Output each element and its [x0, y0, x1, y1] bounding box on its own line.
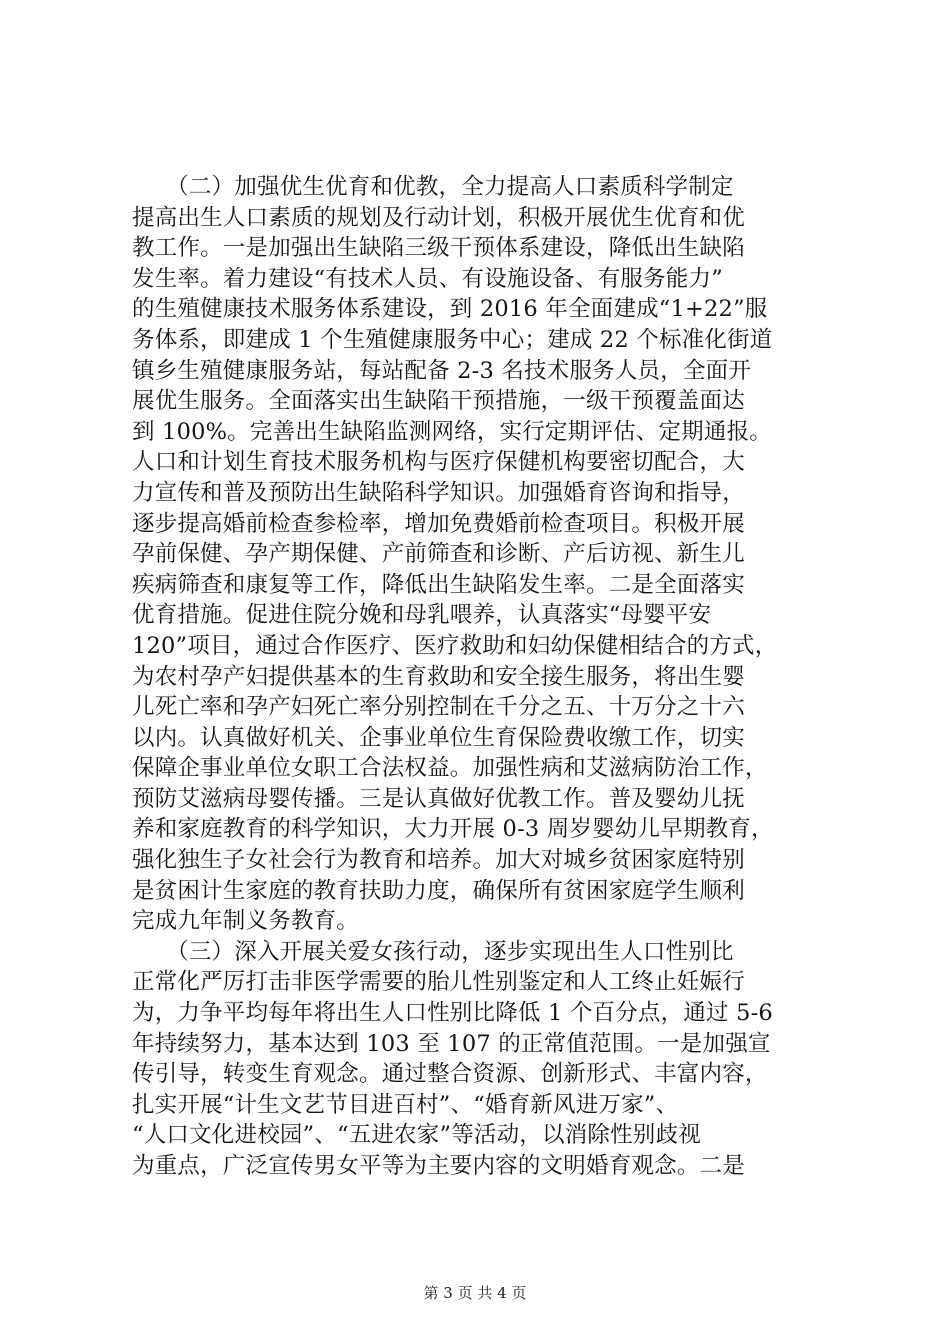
text-line: 传引导，转变生育观念。通过整合资源、创新形式、丰富内容， — [132, 1061, 768, 1088]
text-line: 逐步提高婚前检查参检率，增加免费婚前检查项目。积极开展 — [132, 510, 745, 537]
text-line: 正常化严厉打击非医学需要的胎儿性别鉴定和人工终止妊娠行 — [132, 969, 745, 996]
text-line: 优育措施。促进住院分娩和母乳喂养，认真落实“母婴平安 — [132, 602, 712, 629]
text-line: 以内。认真做好机关、企事业单位生育保险费收缴工作，切实 — [132, 724, 745, 751]
page-number-footer: 第 3 页 共 4 页 — [423, 1284, 527, 1302]
text-line: 展优生服务。全面落实出生缺陷干预措施，一级干预覆盖面达 — [132, 388, 745, 415]
text-line: 教工作。一是加强出生缺陷三级干预体系建设，降低出生缺陷 — [132, 235, 745, 262]
text-line: 发生率。着力建设“有技术人员、有设施设备、有服务能力” — [132, 265, 723, 292]
text-line: 为重点，广泛宣传男女平等为主要内容的文明婚育观念。二是 — [132, 1153, 745, 1179]
text-line: 完成九年制义务教育。 — [132, 908, 360, 935]
text-line: （二）加强优生优育和优教，全力提高人口素质科学制定 — [132, 174, 734, 200]
text-line: 镇乡生殖健康服务站，每站配备 2-3 名技术服务人员，全面开 — [132, 357, 752, 384]
text-line: 是贫困计生家庭的教育扶助力度，确保所有贫困家庭学生顺利 — [132, 877, 745, 904]
text-line: 120”项目，通过合作医疗、医疗救助和妇幼保健相结合的方式， — [132, 632, 778, 659]
text-line: 的生殖健康技术服务体系建设，到 2016 年全面建成“1+22”服 — [132, 296, 768, 323]
text-line: （三）深入开展关爱女孩行动，逐步实现出生人口性别比 — [132, 938, 734, 965]
body-text — [132, 172, 832, 1182]
text-line: 孕前保健、孕产期保健、产前筛查和诊断、产后访视、新生儿 — [132, 541, 745, 568]
text-line: 儿死亡率和孕产妇死亡率分别控制在千分之五、十万分之十六 — [132, 694, 745, 721]
text-line: 预防艾滋病母婴传播。三是认真做好优教工作。普及婴幼儿抚 — [132, 785, 745, 812]
text-line: 力宣传和普及预防出生缺陷科学知识。加强婚育咨询和指导， — [132, 479, 745, 506]
text-line: “人口文化进校园”、“五进农家”等活动，以消除性别歧视 — [132, 1122, 701, 1149]
text-line: 保障企事业单位女职工合法权益。加强性病和艾滋病防治工作， — [132, 755, 768, 782]
text-line: 提高出生人口素质的规划及行动计划，积极开展优生优育和优 — [132, 204, 745, 231]
text-line: 务体系，即建成 1 个生殖健康服务中心；建成 22 个标准化街道 — [132, 326, 773, 353]
text-line: 养和家庭教育的科学知识，大力开展 0-3 周岁婴幼儿早期教育， — [132, 816, 774, 843]
text-line: 为，力争平均每年将出生人口性别比降低 1 个百分点，通过 5-6 — [132, 1000, 773, 1027]
text-line: 人口和计划生育技术服务机构与医疗保健机构要密切配合，大 — [132, 449, 745, 476]
text-line: 到 100%。完善出生缺陷监测网络，实行定期评估、定期通报。 — [132, 418, 772, 445]
text-line: 年持续努力，基本达到 103 至 107 的正常值范围。一是加强宣 — [132, 1030, 771, 1057]
text-line: 扎实开展“计生文艺节目进百村”、“婚育新风进万家”、 — [132, 1091, 679, 1118]
text-line: 为农村孕产妇提供基本的生育救助和安全接生服务，将出生婴 — [132, 663, 745, 690]
text-line: 强化独生子女社会行为教育和培养。加大对城乡贫困家庭特别 — [132, 847, 745, 874]
text-line: 疾病筛查和康复等工作，降低出生缺陷发生率。二是全面落实 — [132, 571, 745, 598]
